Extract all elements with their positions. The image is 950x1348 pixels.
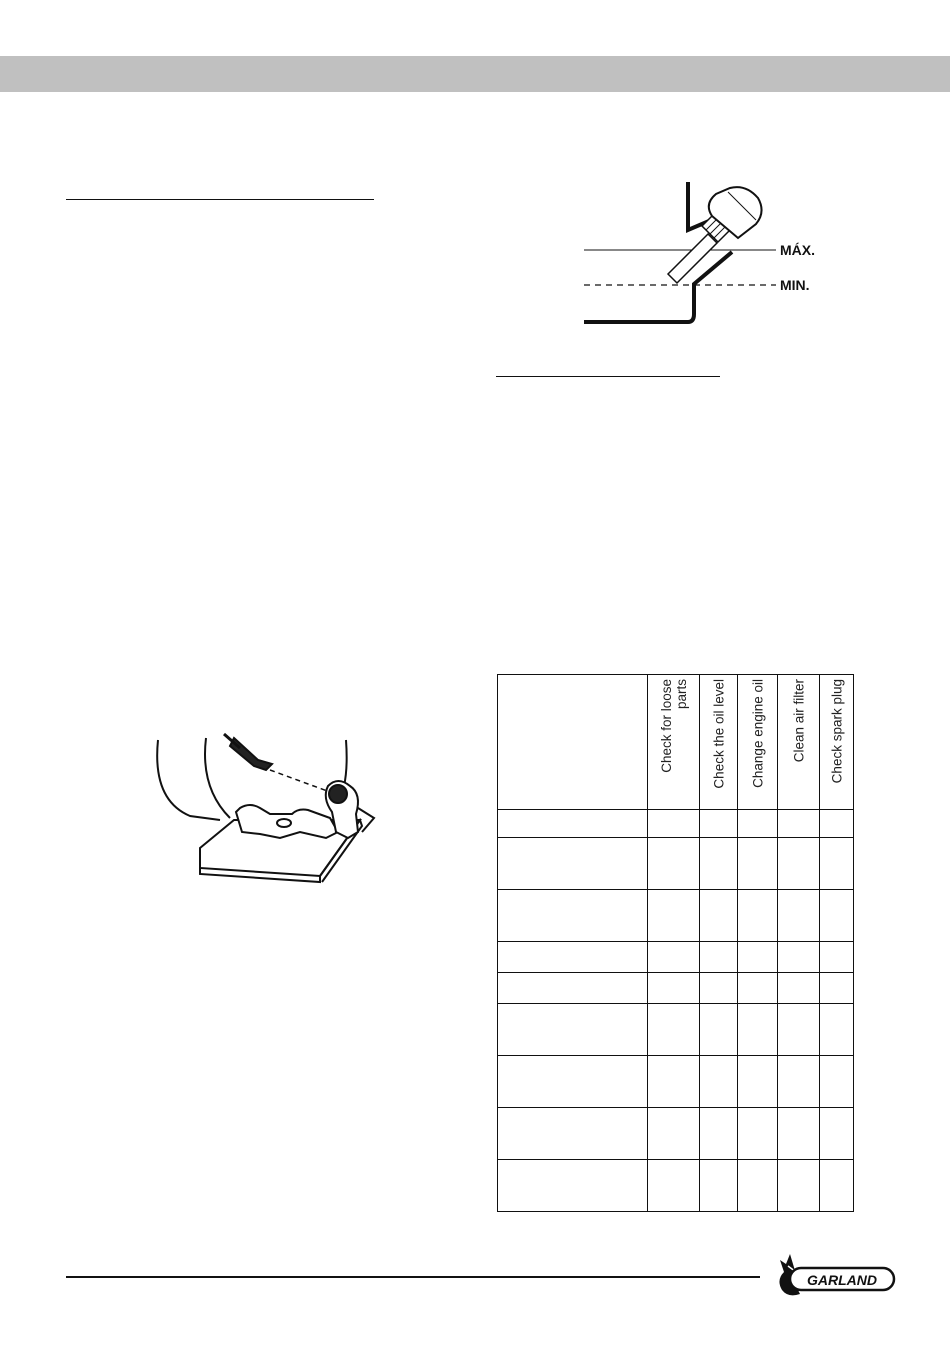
column-label-air-filter: Clean air filter bbox=[791, 679, 806, 763]
table-cell bbox=[700, 1160, 738, 1212]
table-cell bbox=[700, 1004, 738, 1056]
maintenance-table bbox=[497, 674, 854, 1212]
table-cell bbox=[498, 810, 648, 838]
column-label-oil-level: Check the oil level bbox=[711, 679, 726, 789]
table-cell bbox=[820, 1056, 854, 1108]
table-cell bbox=[700, 838, 738, 890]
column-label-change-oil: Change engine oil bbox=[750, 679, 765, 788]
table-row bbox=[498, 810, 854, 838]
table-cell bbox=[498, 1004, 648, 1056]
table-cell bbox=[778, 1056, 820, 1108]
table-cell bbox=[700, 890, 738, 942]
table-cell bbox=[700, 942, 738, 973]
table-cell bbox=[648, 1056, 700, 1108]
table-cell bbox=[700, 1056, 738, 1108]
table-cell bbox=[498, 942, 648, 973]
table-cell bbox=[778, 973, 820, 1004]
table-cell bbox=[648, 838, 700, 890]
section-heading-rule-left bbox=[66, 199, 374, 200]
column-label-loose-parts: Check for loose parts bbox=[658, 679, 689, 773]
table-cell bbox=[820, 942, 854, 973]
table-cell bbox=[778, 1004, 820, 1056]
table-cell bbox=[778, 890, 820, 942]
table-cell bbox=[700, 1108, 738, 1160]
spark-plug-figure bbox=[150, 728, 380, 888]
table-cell bbox=[738, 890, 778, 942]
table-cell bbox=[778, 1160, 820, 1212]
table-cell bbox=[820, 810, 854, 838]
table-cell bbox=[778, 942, 820, 973]
table-cell bbox=[738, 1108, 778, 1160]
table-header-row bbox=[498, 675, 854, 810]
table-header-blank bbox=[498, 675, 648, 810]
table-cell bbox=[498, 890, 648, 942]
header-band bbox=[0, 56, 950, 92]
table-cell bbox=[820, 838, 854, 890]
table-cell bbox=[778, 810, 820, 838]
table-cell bbox=[648, 973, 700, 1004]
table-cell bbox=[738, 838, 778, 890]
table-cell bbox=[648, 942, 700, 973]
table-cell bbox=[738, 973, 778, 1004]
table-cell bbox=[648, 810, 700, 838]
footer-rule bbox=[66, 1276, 760, 1278]
table-row bbox=[498, 1108, 854, 1160]
table-row bbox=[498, 942, 854, 973]
oil-level-figure bbox=[580, 178, 840, 328]
table-cell bbox=[498, 838, 648, 890]
table-cell bbox=[738, 1004, 778, 1056]
table-cell bbox=[738, 1056, 778, 1108]
garland-logo bbox=[776, 1252, 900, 1300]
table-cell bbox=[820, 890, 854, 942]
table-cell bbox=[738, 810, 778, 838]
table-cell bbox=[498, 1160, 648, 1212]
table-cell bbox=[820, 1004, 854, 1056]
logo-text: GARLAND bbox=[807, 1272, 877, 1288]
table-cell bbox=[778, 1108, 820, 1160]
table-row bbox=[498, 890, 854, 942]
min-label: MIN. bbox=[780, 277, 810, 293]
table-header-cell bbox=[648, 675, 700, 810]
table-cell bbox=[648, 1004, 700, 1056]
max-label: MÁX. bbox=[780, 242, 815, 258]
table-cell bbox=[778, 838, 820, 890]
table-cell bbox=[738, 1160, 778, 1212]
column-label-spark-plug: Check spark plug bbox=[829, 679, 844, 784]
table-header-cell bbox=[700, 675, 738, 810]
table-header-cell bbox=[738, 675, 778, 810]
table-row bbox=[498, 1160, 854, 1212]
table-cell bbox=[648, 1160, 700, 1212]
table-cell bbox=[648, 890, 700, 942]
table-row bbox=[498, 1004, 854, 1056]
table-cell bbox=[648, 1108, 700, 1160]
table-header-cell bbox=[820, 675, 854, 810]
table-cell bbox=[820, 973, 854, 1004]
table-cell bbox=[820, 1108, 854, 1160]
table-cell bbox=[498, 1056, 648, 1108]
table-cell bbox=[498, 1108, 648, 1160]
section-heading-rule-right bbox=[496, 376, 720, 377]
table-cell bbox=[700, 810, 738, 838]
table-row bbox=[498, 1056, 854, 1108]
table-header-cell bbox=[778, 675, 820, 810]
table-cell bbox=[738, 942, 778, 973]
table-row bbox=[498, 838, 854, 890]
table-cell bbox=[820, 1160, 854, 1212]
table-row bbox=[498, 973, 854, 1004]
table-cell bbox=[498, 973, 648, 1004]
table-cell bbox=[700, 973, 738, 1004]
